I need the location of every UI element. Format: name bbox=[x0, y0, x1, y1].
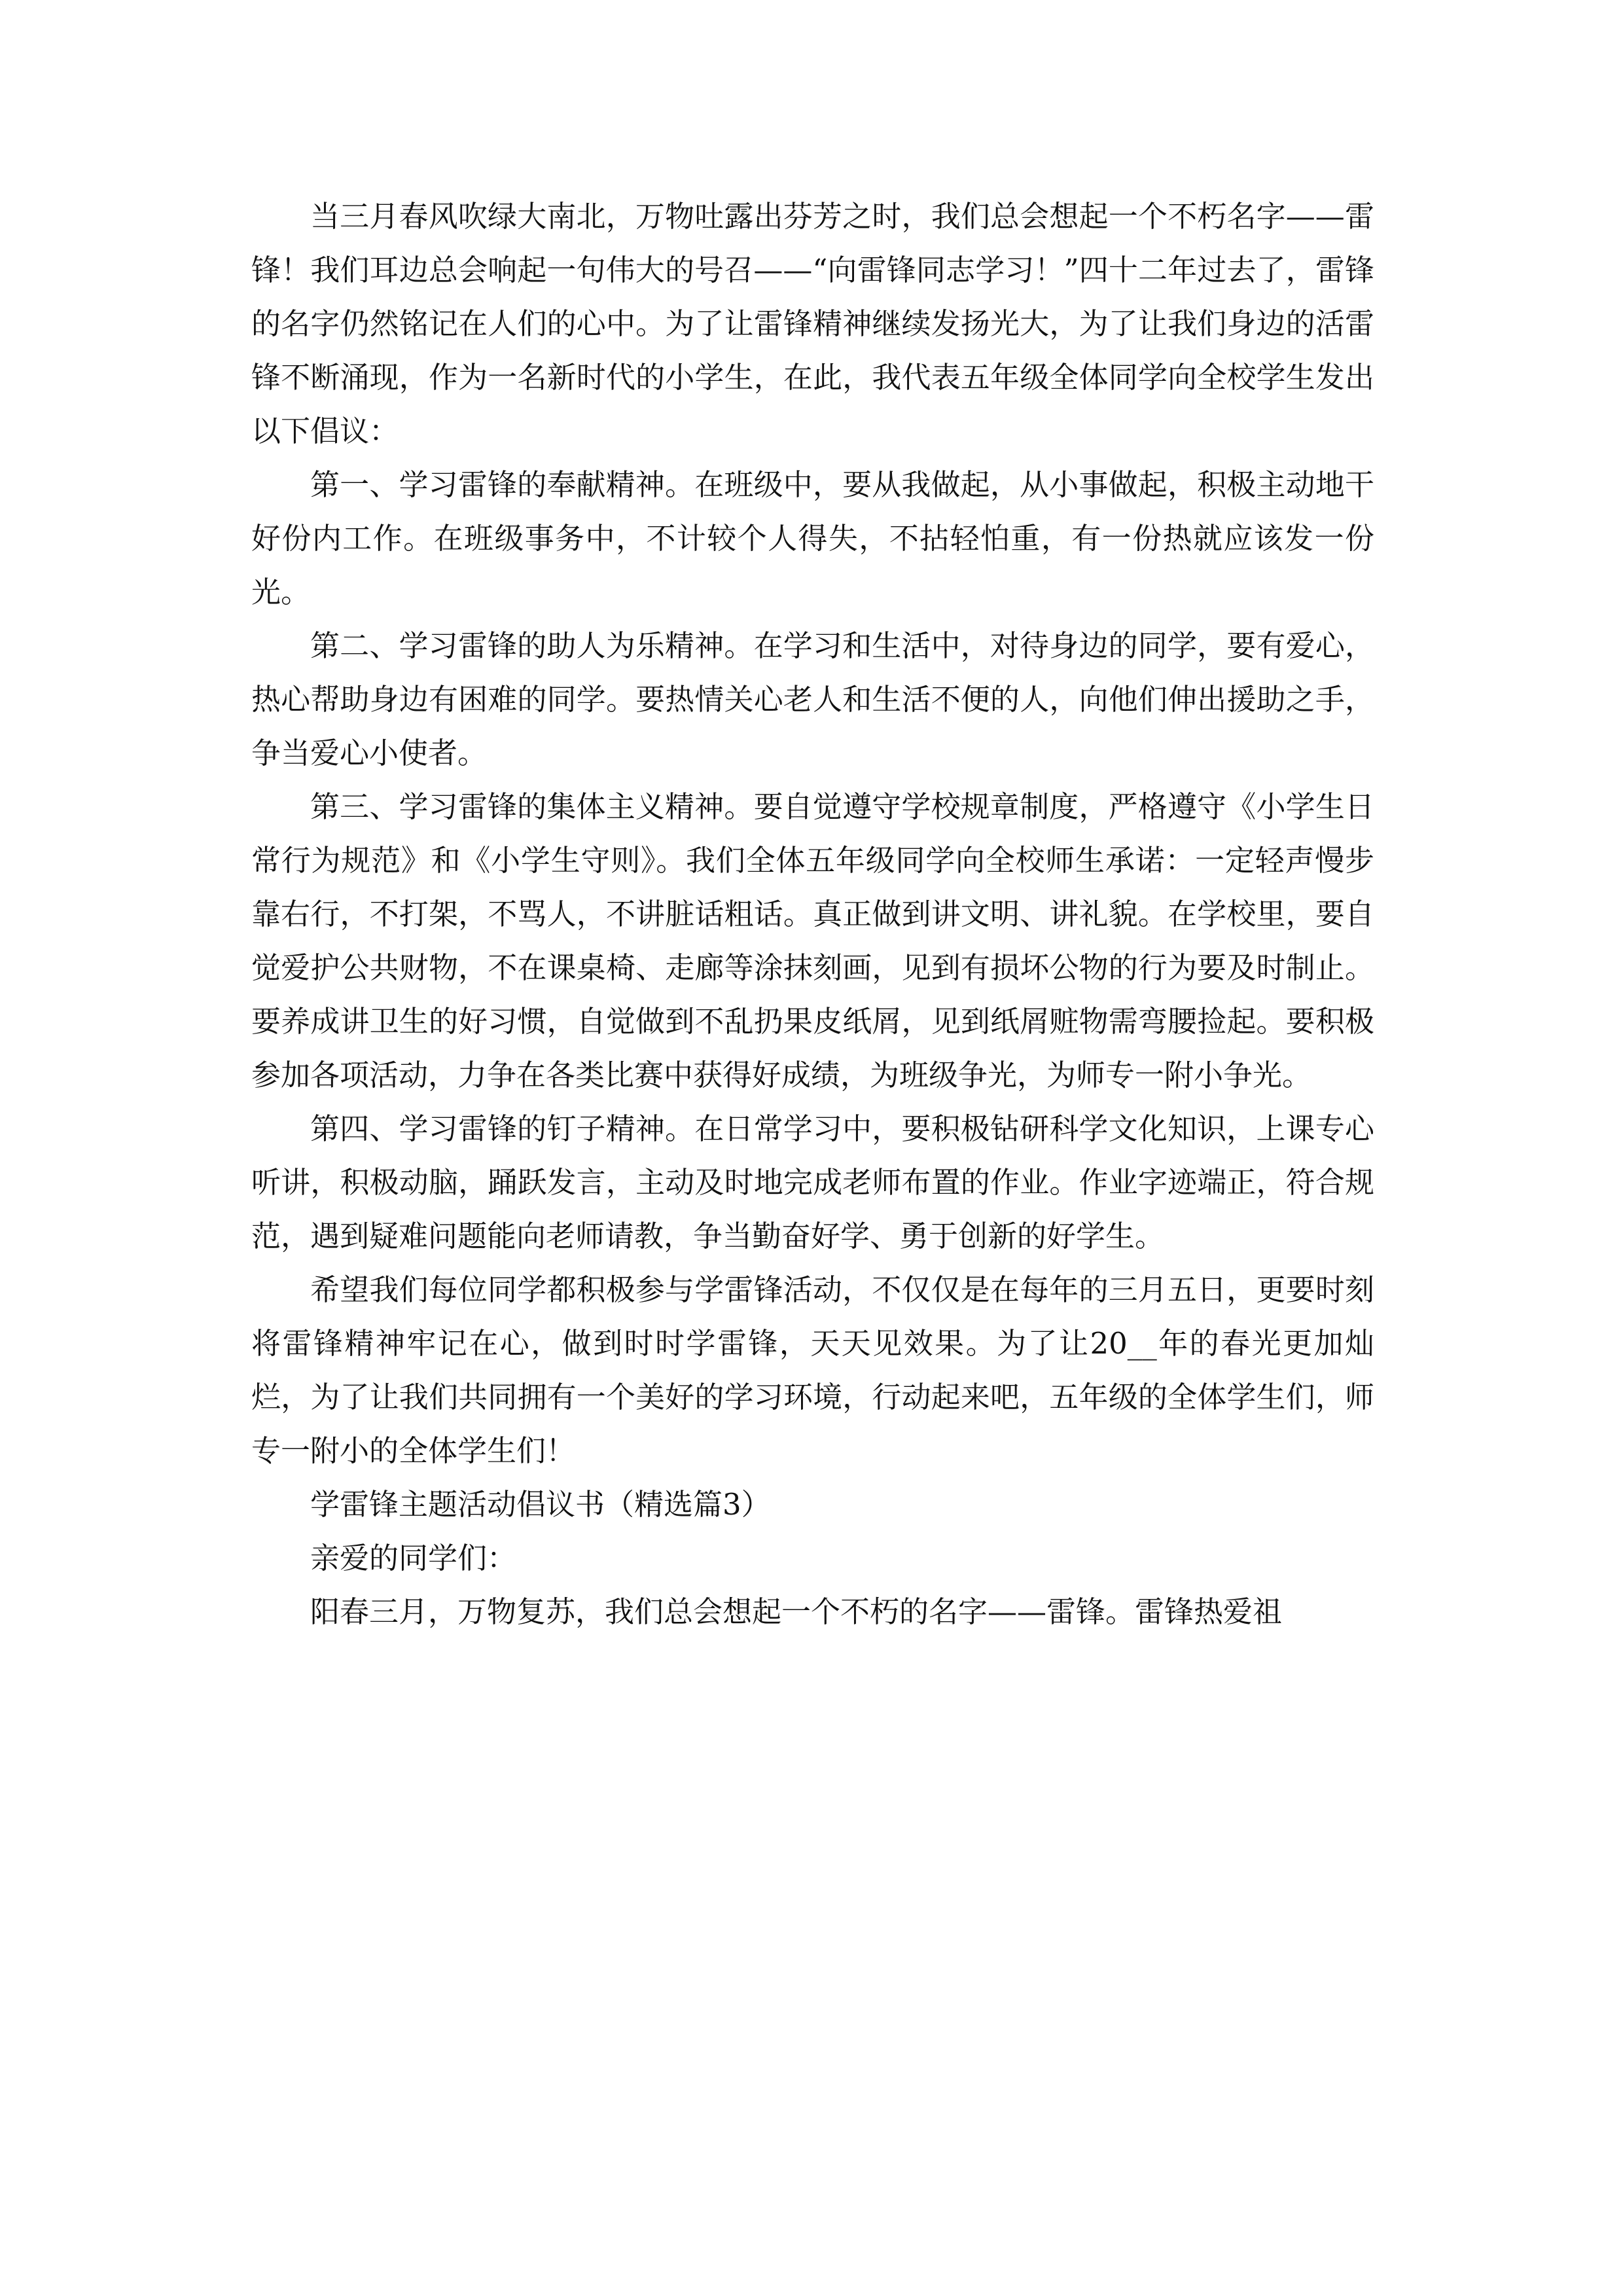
proposal-two-paragraph: 第二、学习雷锋的助人为乐精神。在学习和生活中，对待身边的同学，要有爱心，热心帮助身边有困难的同学。要热情关心老人和生活不便的人，向他们伸出援助之手，争当爱心小使者。 bbox=[251, 628, 1374, 770]
conclusion-paragraph: 希望我们每位同学都积极参与学雷锋活动，不仅仅是在每年的三月五日，更要时刻将雷锋精神牢记在心，做到时时学雷锋，天天见效果。为了让20__年的春光更加灿烂，为了让我们共同拥有一个美好的学习环境，行动起来吧，五年级的全体学生们，师专一附小的全体学生们！ bbox=[251, 1272, 1374, 1468]
closing-paragraph: 阳春三月，万物复苏，我们总会想起一个不朽的名字——雷锋。雷锋热爱祖 bbox=[310, 1594, 1283, 1629]
section-title: 学雷锋主题活动倡议书（精选篇3） bbox=[310, 1487, 771, 1522]
document-body bbox=[251, 190, 1374, 1639]
proposal-one-paragraph: 第一、学习雷锋的奉献精神。在班级中，要从我做起，从小事做起，积极主动地干好份内工作。在班级事务中，不计较个人得失，不拈轻怕重，有一份热就应该发一份光。 bbox=[251, 467, 1374, 609]
salutation: 亲爱的同学们： bbox=[310, 1541, 517, 1575]
intro-paragraph: 当三月春风吹绿大南北，万物吐露出芬芳之时，我们总会想起一个不朽名字——雷锋！我们耳边总会响起一句伟大的号召——“向雷锋同志学习！”四十二年过去了，雷锋的名字仍然铭记在人们的心中。为了让雷锋精神继续发扬光大，为了让我们身边的活雷锋不断涌现，作为一名新时代的小学生，在此，我代表五年级全体同学向全校学生发出以下倡议： bbox=[251, 199, 1374, 448]
proposal-four-paragraph: 第四、学习雷锋的钉子精神。在日常学习中，要积极钻研科学文化知识，上课专心听讲，积极动脑，踊跃发言，主动及时地完成老师布置的作业。作业字迹端正，符合规范，遇到疑难问题能向老师请教，争当勤奋好学、勇于创新的好学生。 bbox=[251, 1111, 1374, 1253]
proposal-three-paragraph: 第三、学习雷锋的集体主义精神。要自觉遵守学校规章制度，严格遵守《小学生日常行为规范》和《小学生守则》。我们全体五年级同学向全校师生承诺：一定轻声慢步靠右行，不打架，不骂人，不讲脏话粗话。真正做到讲文明、讲礼貌。在学校里，要自觉爱护公共财物，不在课桌椅、走廊等涂抹刻画，见到有损坏公物的行为要及时制止。要养成讲卫生的好习惯，自觉做到不乱扔果皮纸屑，见到纸屑赃物需弯腰捡起。要积极参加各项活动，力争在各类比赛中获得好成绩，为班级争光，为师专一附小争光。 bbox=[251, 789, 1374, 1092]
